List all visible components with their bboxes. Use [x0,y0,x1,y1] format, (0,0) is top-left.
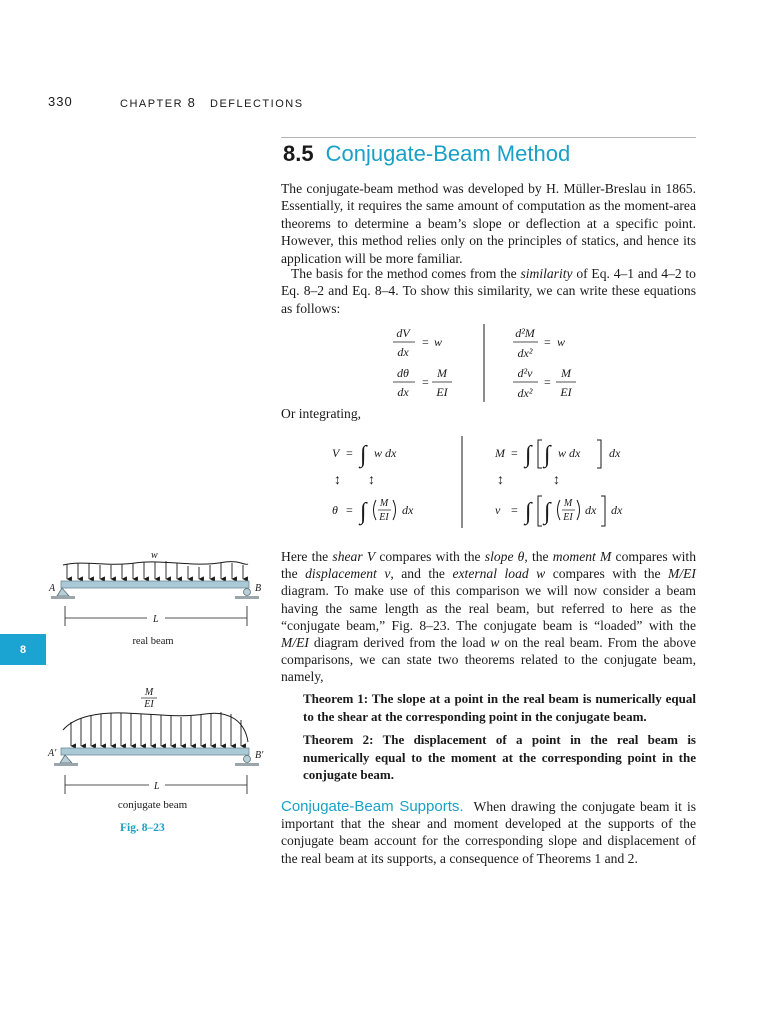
int-w-dx-2: w dx [558,446,581,460]
int-eq-2: = [346,503,353,517]
eq-dx-1: dx [397,345,409,359]
conj-label-b: B′ [255,750,264,761]
int-dx-2: dx [609,446,621,460]
pin-support-a [57,588,69,596]
intro-p2-text-b: of Eq. 4–1 and 4–2 to Eq. 8–2 and Eq. 8–4. To show this similarity, we can write these equations as follows: [281,266,696,316]
conj-ground-b [235,763,259,766]
int-v: v [495,503,501,517]
eq-d2v: d²v [517,366,533,380]
conj-pin-support-a [60,755,72,763]
eq-w-1: w [434,335,443,349]
eq-EI-1: EI [436,385,448,399]
real-beam [61,581,249,588]
roller-support-b [244,589,251,596]
real-length-label: L [153,614,159,625]
cmp-e5: external load w [452,566,546,582]
real-load-curve [63,562,248,565]
int-EI-2: EI [563,512,573,523]
ground-a [51,596,75,599]
svg-text:∫: ∫ [360,499,367,525]
chapter-title: DEFLECTIONS [210,98,304,110]
eq-M-1: M [437,366,447,380]
arrow-2: ↕ [368,473,375,488]
svg-text:∫: ∫ [525,442,532,468]
int-dx-4: dx [611,503,623,517]
cmp-e3: moment M [552,549,612,564]
int-dx-3: dx [585,503,597,517]
integral-equations [320,432,660,532]
conjugate-beam-diagram [45,686,270,811]
int-eq-4: = [511,503,518,517]
section-heading [283,141,570,167]
intro-p2-emphasis: similarity [520,266,573,281]
intro-p2-text-a: The basis for the method comes from the [291,266,521,281]
chapter-number: 8 [187,95,197,110]
real-beam-caption: real beam [132,636,174,647]
cmp-t3: , the [524,549,553,564]
eq-d2M: d²M [515,326,535,340]
eq-dx-2: dx [397,385,409,399]
cmp-e7: M/EI [281,635,309,651]
conjugate-beam [61,748,249,755]
supports-text: When drawing the conjugate beam it is important that the shear and moment developed at the supports of the conjugate beam account for the corresponding slope and displacement of the real beam at its supports, a consequence of Theorems 1 and 2. [281,799,697,866]
supports-paragraph [281,798,696,867]
theorem-1: Theorem 1: The slope at a point in the real beam is numerically equal to the shear at the corresponding point in the conjugate beam. [303,691,696,724]
conjugate-beam-caption: conjugate beam [117,799,188,811]
arrow-3: ↕ [497,473,504,488]
cmp-t7: diagram. To make use of this comparison we will now consider a beam having the same length as the real beam, but referred to here as the “conjugate beam,” Fig. 8–23. The conjugate beam is “loaded” with the [281,583,696,633]
chapter-word: CHAPTER [120,98,184,110]
eq-equals-1: = [422,335,429,349]
cmp-t2: compares with the [375,549,485,564]
intro-paragraph-1: The conjugate-beam method was developed by H. Müller-Breslau in 1865. Essentially, it requires the same amount of computation as the moment-area theorems to determine a beam’s slope or deflection at a specific point. However, this method relies only on the principles of statics, and hence its application will be more familiar. [281,181,696,266]
figure-number: Fig. 8–23 [120,822,165,834]
eq-EI-2: EI [560,385,572,399]
int-V: V [332,446,340,460]
eq-equals-2: = [422,375,429,389]
intro-paragraph-2 [281,265,696,317]
conj-roller-support-b [244,756,251,763]
int-eq-1: = [346,446,353,460]
comparison-paragraph [281,548,696,686]
conj-ground-a [54,763,78,766]
cmp-t6: compares with the [545,566,669,582]
int-M-left: M [495,446,505,460]
supports-heading: Conjugate-Beam Supports. [281,798,464,815]
conj-load-arrows [71,712,241,746]
section-rule [281,137,696,138]
svg-text:∫: ∫ [544,499,551,525]
cmp-t8: diagram derived from the load [308,635,491,651]
eq-w-2: w [557,335,566,349]
cmp-t5: , and the [390,566,453,582]
eq-equals-3: = [544,335,551,349]
int-w-dx-1: w dx [374,446,397,460]
eq-dV: dV [396,326,410,340]
theorem-2: Theorem 2: The displacement of a point in the real beam is numerically equal to the moment at the corresponding point in the conjugate beam. [303,732,696,783]
or-integrating: Or integrating, [281,406,362,421]
real-load-label: w [151,550,158,561]
cmp-t4: compares with the [281,549,696,582]
chapter-tab: 8 [0,634,46,665]
differential-equations [380,320,600,405]
int-theta: θ [332,503,338,517]
eq-dtheta: dθ [397,366,409,380]
int-M-2: M [563,498,573,509]
ground-b [235,596,259,599]
cmp-e4: displacement v [305,566,391,582]
int-EI-1: EI [379,512,389,523]
conj-length-label: L [154,781,160,792]
cmp-e6: M/EI [668,566,696,582]
eq-M-2: M [561,366,571,380]
conj-load-EI: EI [144,699,154,710]
int-M-1: M [379,498,389,509]
eq-dx2-2: dx² [517,386,533,400]
running-head [120,95,304,110]
cmp-t1: Here the [281,549,333,564]
cmp-e8: w [490,635,500,651]
eq-equals-4: = [544,375,551,389]
int-eq-3: = [511,446,518,460]
cmp-e1: shear V [332,549,376,564]
real-label-b: B [255,583,262,594]
eq-dx2-1: dx² [517,346,533,360]
section-title: Conjugate-Beam Method [325,141,571,166]
real-label-a: A [49,583,56,594]
conj-label-a: A′ [48,748,57,759]
conj-load-M: M [144,687,154,698]
svg-text:∫: ∫ [360,442,367,468]
svg-text:∫: ∫ [525,499,532,525]
real-beam-diagram [45,548,270,653]
int-dx-1: dx [402,503,414,517]
arrow-1: ↕ [334,473,341,488]
page-number: 330 [48,94,73,109]
cmp-e2: slope θ [484,549,525,564]
cmp-t9: on the real beam. From the above comparisons, we can state two theorems related to the conjugate beam, namely, [281,635,696,685]
section-number: 8.5 [283,141,314,166]
svg-text:∫: ∫ [544,442,551,468]
arrow-4: ↕ [553,473,560,488]
